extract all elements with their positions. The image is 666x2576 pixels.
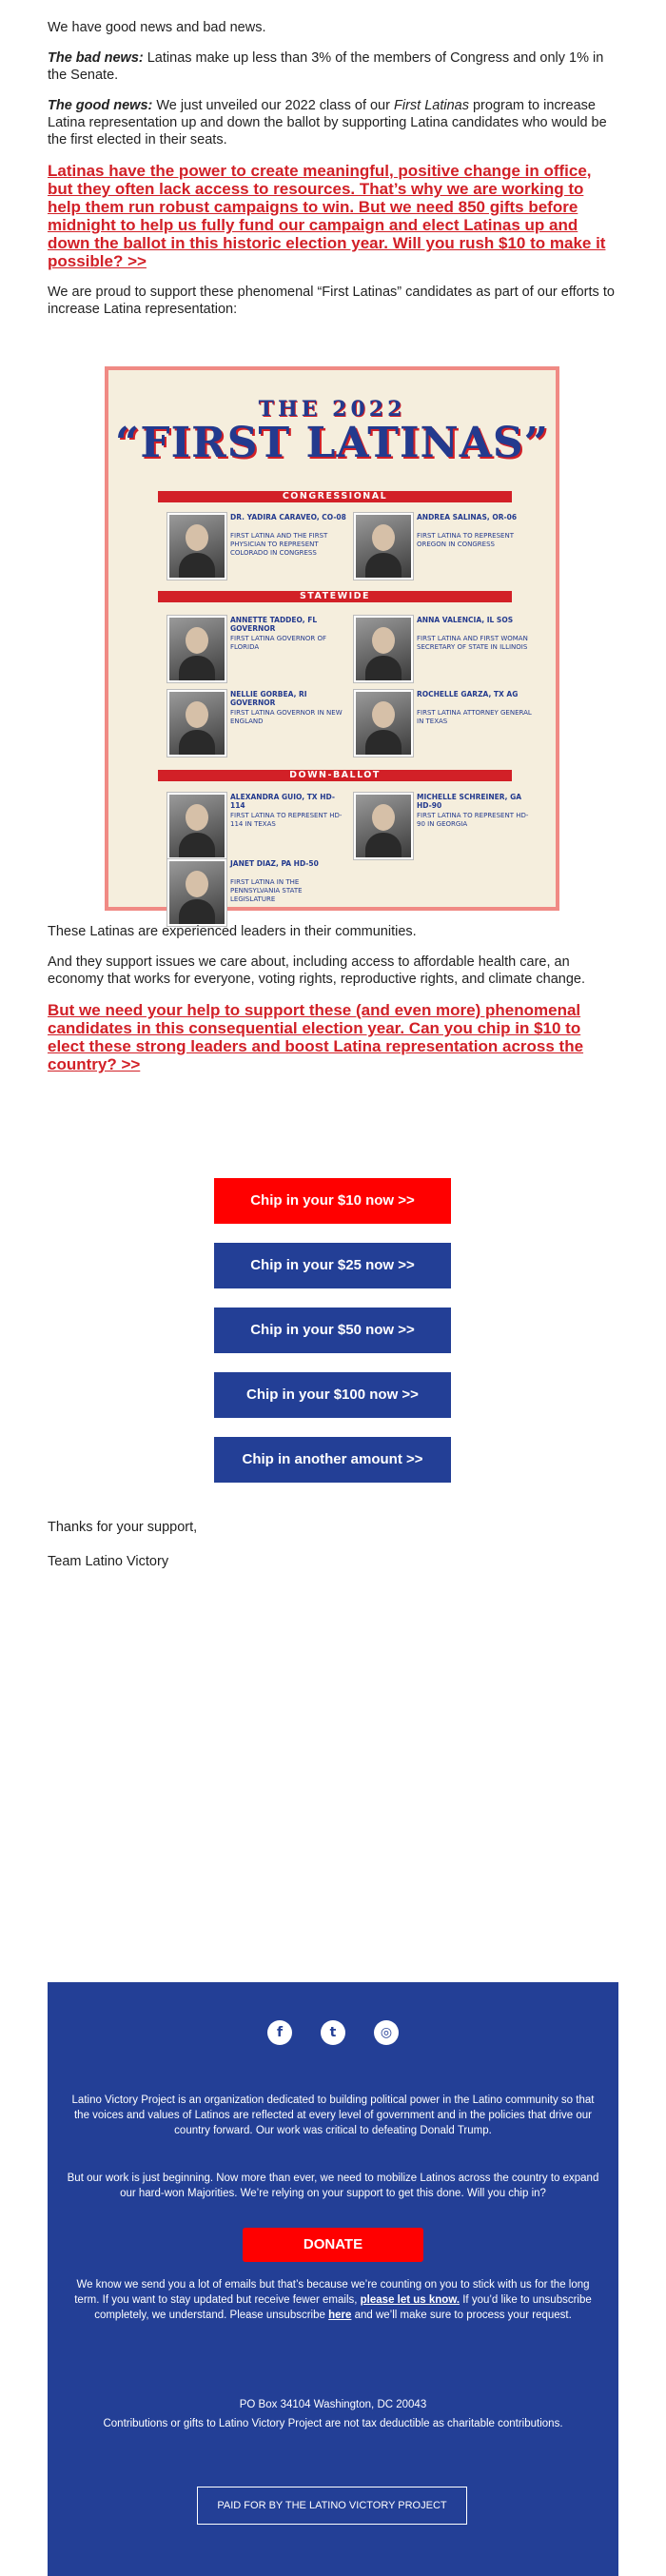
beginning-paragraph: But our work is just beginning. Now more than ever, we need to mobilize Latinos across the country to expand our hard-won Majorities. We’re relying on your support to get this done. Will you chip in? — [67, 2173, 599, 2199]
good-news-paragraph — [48, 97, 618, 148]
bad-news-paragraph — [48, 49, 618, 84]
footer — [48, 1982, 618, 2576]
candidate-name: ALEXANDRA GUIO, TX HD-114 — [230, 793, 335, 810]
candidate-photo — [354, 513, 413, 580]
section-downballot: DOWN-BALLOT — [158, 770, 512, 781]
candidate-card — [354, 690, 535, 757]
about-paragraph: Latino Victory Project is an organization dedicated to building political power in the Latino community so that the voices and values of Latinos are reflected at every level of government and in the policies that drive our country forward. Our work was critical to defeating Donald Trump. — [71, 2094, 595, 2136]
facebook-icon[interactable]: f — [267, 2020, 292, 2045]
candidate-photo — [167, 616, 226, 682]
poster-year-line: THE 2022 — [258, 397, 406, 422]
emails-text-1: We know we send you a lot of emails but that’s because we’re counting on you to stick with us for the long term. If you want to stay updated but receive fewer emails, — [74, 2279, 590, 2306]
signoff-thanks: Thanks for your support, — [48, 1520, 198, 1535]
candidate-photo — [354, 793, 413, 859]
candidate-name: DR. YADIRA CARAVEO, CO-08 — [230, 513, 346, 521]
issues-paragraph: And they support issues we care about, including access to affordable health care, an economy that works for everyone, voting rights, reproductive rights, and climate change. — [48, 954, 585, 987]
chip-in-10-button[interactable]: Chip in your $10 now >> — [214, 1178, 451, 1224]
candidate-name: MICHELLE SCHREINER, GA HD-90 — [417, 793, 522, 810]
poster-title: “FIRST LATINAS” — [115, 419, 549, 467]
candidate-desc: FIRST LATINA TO REPRESENT OREGON IN CONGRESS — [417, 532, 514, 548]
candidate-name: ANNETTE TADDEO, FL GOVERNOR — [230, 616, 318, 633]
support-paragraph: We are proud to support these phenomenal “First Latinas” candidates as part of our efforts to increase Latina representation: — [48, 285, 615, 317]
bad-news-text: Latinas make up less than 3% of the members of Congress and only 1% in the Senate. — [48, 50, 604, 83]
chip-in-50-button[interactable]: Chip in your $50 now >> — [214, 1308, 451, 1353]
candidate-photo — [167, 690, 226, 757]
paid-for-box: PAID FOR BY THE LATINO VICTORY PROJECT — [197, 2487, 467, 2525]
candidate-card — [167, 513, 348, 580]
candidate-photo — [167, 513, 226, 580]
candidate-desc: FIRST LATINA GOVERNOR OF FLORIDA — [230, 635, 327, 651]
unsubscribe-link[interactable]: here — [328, 2310, 352, 2321]
section-statewide: STATEWIDE — [158, 591, 512, 602]
candidate-name: ANNA VALENCIA, IL SOS — [417, 616, 514, 624]
donation-appeal-link[interactable]: Latinas have the power to create meaningful, positive change in office, but they often lack access to resources. That’s why we are working to help them run robust campaigns to win. But we need 850 gifts before midnight to help us fully fund our campaign and elect Latinas up and down the ballot in this historic election year. Will you rush $10 to make it possible? >> — [48, 162, 606, 270]
candidate-photo — [167, 859, 226, 926]
candidate-card — [167, 616, 348, 682]
candidate-desc: FIRST LATINA TO REPRESENT HD-114 IN TEXAS — [230, 812, 343, 828]
candidate-card — [167, 859, 348, 926]
chip-in-25-button[interactable]: Chip in your $25 now >> — [214, 1243, 451, 1288]
candidate-desc: FIRST LATINA GOVERNOR IN NEW ENGLAND — [230, 709, 343, 725]
candidate-desc: FIRST LATINA AND FIRST WOMAN SECRETARY OF STATE IN ILLINOIS — [417, 635, 528, 651]
chip-in-other-button[interactable]: Chip in another amount >> — [214, 1437, 451, 1483]
email-body — [48, 19, 618, 331]
candidate-desc: FIRST LATINA ATTORNEY GENERAL IN TEXAS — [417, 709, 532, 725]
twitter-icon[interactable]: t — [321, 2020, 345, 2045]
signoff-team: Team Latino Victory — [48, 1554, 169, 1569]
good-news-text: We just unveiled our 2022 class of our — [152, 98, 394, 113]
section-congressional: CONGRESSIONAL — [158, 491, 512, 502]
candidate-name: ANDREA SALINAS, OR-06 — [417, 513, 518, 521]
program-name: First Latinas — [393, 98, 469, 113]
candidate-photo — [354, 690, 413, 757]
instagram-icon[interactable]: ◎ — [374, 2020, 399, 2045]
good-news-label: The good news: — [48, 98, 153, 113]
candidate-photo — [167, 793, 226, 859]
leaders-paragraph: These Latinas are experienced leaders in their communities. — [48, 924, 417, 939]
candidate-desc: FIRST LATINA AND THE FIRST PHYSICIAN TO REPRESENT COLORADO IN CONGRESS — [230, 532, 328, 557]
emails-text-2: If you’d like to unsubscribe completely, we understand. Please unsubscribe — [94, 2294, 592, 2321]
candidate-desc: FIRST LATINA IN THE PENNSYLVANIA STATE LEGISLATURE — [230, 878, 303, 903]
donate-button[interactable]: DONATE — [243, 2228, 423, 2262]
good-news-text-end: program to increase Latina representation up and down the ballot by supporting Latina candidates who would be the first elected in their seats. — [48, 98, 607, 147]
candidate-name: JANET DIAZ, PA HD-50 — [230, 859, 319, 868]
emails-text-3: and we’ll make sure to process your request. — [351, 2310, 572, 2321]
candidate-card — [354, 616, 535, 682]
donation-appeal-link-2[interactable]: But we need your help to support these (and even more) phenomenal candidates in this consequential election year. Can you chip in $10 to elect these strong leaders and boost Latina representation across the country? >> — [48, 1001, 584, 1073]
emails-paragraph — [67, 2277, 599, 2323]
fewer-emails-link[interactable]: please let us know. — [360, 2294, 460, 2306]
candidate-name: NELLIE GORBEA, RI GOVERNOR — [230, 690, 307, 707]
first-latinas-poster — [105, 366, 559, 911]
candidate-card — [167, 793, 348, 859]
poster-header — [108, 397, 556, 465]
intro-line: We have good news and bad news. — [48, 20, 266, 35]
candidate-desc: FIRST LATINA TO REPRESENT HD-90 IN GEORGIA — [417, 812, 529, 828]
candidate-name: ROCHELLE GARZA, TX AG — [417, 690, 519, 698]
address-line: PO Box 34104 Washington, DC 20043 — [239, 2399, 427, 2410]
candidate-card — [354, 513, 535, 580]
chip-in-100-button[interactable]: Chip in your $100 now >> — [214, 1372, 451, 1418]
email-body-continued — [48, 923, 618, 1087]
candidate-photo — [354, 616, 413, 682]
candidate-card — [167, 690, 348, 757]
candidate-card — [354, 793, 535, 859]
bad-news-label: The bad news: — [48, 50, 144, 66]
tax-disclaimer: Contributions or gifts to Latino Victory Project are not tax deductible as charitable contributions. — [103, 2418, 563, 2429]
